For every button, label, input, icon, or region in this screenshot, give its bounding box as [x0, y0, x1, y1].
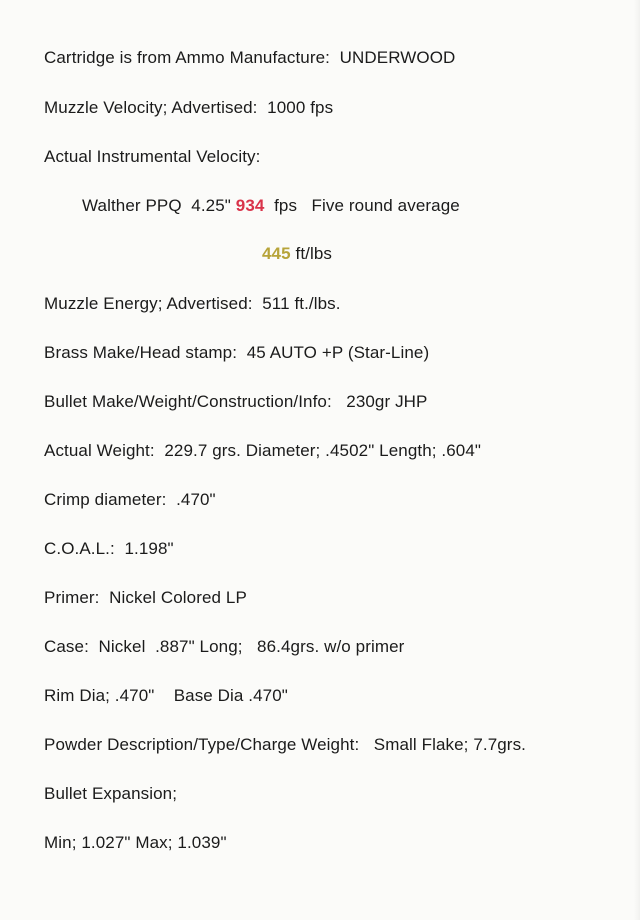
manufacturer-line: Cartridge is from Ammo Manufacture: UNDERWOOD [44, 48, 456, 67]
primer-line: Primer: Nickel Colored LP [44, 588, 247, 607]
velocity-result-line [82, 196, 460, 216]
brass-line: Brass Make/Head stamp: 45 AUTO +P (Star-Line) [44, 343, 430, 362]
muzzle-velocity-advertised-line: Muzzle Velocity; Advertised: 1000 fps [44, 98, 334, 117]
expansion-heading: Bullet Expansion; [44, 784, 178, 803]
energy-result-value: 445 [262, 244, 291, 263]
coal-line: C.O.A.L.: 1.198" [44, 539, 174, 558]
scan-edge-shadow [634, 0, 640, 920]
velocity-result-value: 934 [235, 196, 265, 215]
actual-weight-line: Actual Weight: 229.7 grs. Diameter; .4502" Length; .604" [44, 441, 482, 460]
muzzle-energy-advertised-line: Muzzle Energy; Advertised: 511 ft./lbs. [44, 294, 341, 313]
rim-line: Rim Dia; .470" Base Dia .470" [44, 686, 288, 705]
bullet-line: Bullet Make/Weight/Construction/Info: 230gr JHP [44, 392, 428, 411]
energy-result-unit: ft/lbs [295, 244, 333, 263]
actual-velocity-heading: Actual Instrumental Velocity: [44, 147, 261, 166]
velocity-result-suffix: fps Five round average [274, 196, 460, 215]
powder-line: Powder Description/Type/Charge Weight: Small Flake; 7.7grs. [44, 735, 526, 754]
expansion-values-line: Min; 1.027" Max; 1.039" [44, 833, 227, 852]
energy-result-line [262, 244, 332, 264]
crimp-line: Crimp diameter: .470" [44, 490, 216, 509]
velocity-result-prefix: Walther PPQ 4.25" [82, 196, 231, 215]
case-line: Case: Nickel .887" Long; 86.4grs. w/o primer [44, 637, 405, 656]
